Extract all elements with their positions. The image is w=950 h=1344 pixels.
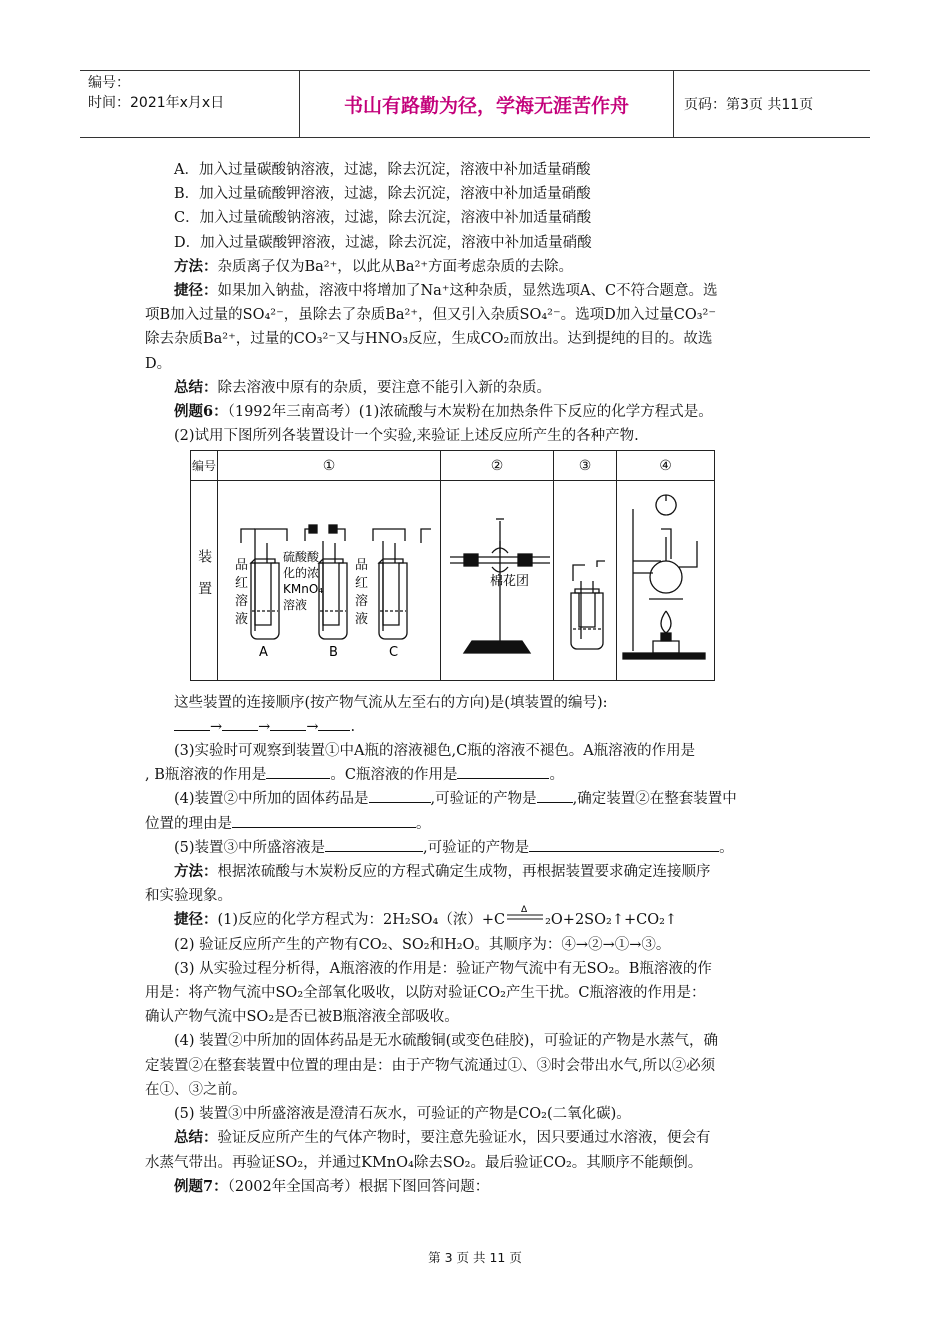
ex6-q2: (2)试用下图所列各装置设计一个实验,来验证上述反应所产生的各种产物.: [174, 428, 639, 445]
option-b: B．加入过量硫酸钾溶液，过滤，除去沉淀，溶液中补加适量硝酸: [174, 186, 591, 203]
svg-text:KMnO₄: KMnO₄: [283, 582, 324, 597]
row-label: 装置: [191, 481, 218, 680]
answer-blank[interactable]: [325, 837, 423, 852]
ex6-summary-line2: 水蒸气带出。再验证SO₂，并通过KMnO₄除去SO₂。最后验证CO₂。其顺序不能颠倒。: [145, 1154, 703, 1171]
header-page-label: 页码：第3页 共11页: [684, 97, 814, 113]
ex5-shortcut: [145, 279, 808, 303]
ex5-summary: [145, 376, 808, 400]
svg-text:Δ: Δ: [521, 905, 528, 916]
apparatus-1: [218, 481, 441, 680]
label-pinhong-2: 品: [355, 558, 369, 574]
ex7-q: 例题7：（2002年全国高考）根据下图回答问题：: [174, 1177, 490, 1195]
ex6-answer-5: (5) 装置③中所盛溶液是澄清石灰水，可验证的产物是CO₂(二氧化碳)。: [174, 1106, 631, 1123]
bottle-diagram: [555, 481, 615, 671]
ex5-shortcut-line4: D。: [145, 355, 172, 372]
ex6-answer-4-line3: 在①、③之前。: [145, 1081, 247, 1098]
document-body: [145, 158, 808, 1199]
answer-blank[interactable]: [222, 716, 258, 731]
method-label: 方法：: [174, 257, 218, 275]
answer-blank[interactable]: [457, 764, 549, 779]
apparatus-4: [617, 481, 715, 680]
option-c: C．加入过量硫酸钠溶液，过滤，除去沉淀，溶液中补加适量硝酸: [174, 210, 592, 227]
ex6-answer-4-line1: (4) 装置②中所加的固体药品是无水硫酸铜(或变色硅胶)，可验证的产物是水蒸气，确: [174, 1033, 718, 1050]
ex5-method-text: 杂质离子仅为Ba²⁺，以此从Ba²⁺方面考虑杂质的去除。: [217, 258, 574, 275]
ex6-answer-4-line2: 定装置②在整套装置中位置的理由是：由于产物气流通过①、③时会带出水气,所以②必须: [145, 1057, 716, 1074]
apparatus-2: [441, 481, 554, 680]
ex6-q3-line2: , B瓶溶液的作用是 。C瓶溶液的作用是 。: [145, 763, 808, 787]
svg-text:液: 液: [235, 612, 249, 628]
svg-text:溶液: 溶液: [283, 598, 308, 613]
option-d: D．加入过量碳酸钾溶液，过滤，除去沉淀，溶液中补加适量硝酸: [174, 234, 592, 251]
gas-washing-bottles-diagram: [219, 481, 439, 671]
time-label: 时间：2021年x月x日: [88, 95, 225, 111]
label-c: C: [389, 645, 399, 661]
ex6-method: 方法：根据浓硫酸与木炭粉反应的方程式确定生成物，再根据装置要求确定连接顺序: [174, 863, 711, 881]
col-1: ①: [218, 451, 441, 481]
answer-blank[interactable]: [266, 764, 330, 779]
ex6-q5: (5)装置③中所盛溶液是 ,可验证的产物是 。: [145, 836, 808, 860]
svg-text:溶: 溶: [235, 594, 249, 610]
heat-equals-sign: [505, 905, 545, 924]
answer-blank[interactable]: [369, 788, 431, 803]
ex6-method-line2: 和实验现象。: [145, 888, 232, 905]
col-4: ④: [617, 451, 715, 481]
ex6-answer-3-line3: 确认产物气流中SO₂是否已被B瓶溶液全部吸收。: [145, 1009, 459, 1026]
ex6-summary: 总结：验证反应所产生的气体产物时，要注意先验证水，因只要通过水溶液，便会有: [174, 1129, 711, 1147]
ex6-answer-3-line2: 用是：将产物气流中SO₂全部氧化吸收，以防对验证CO₂产生干扰。C瓶溶液的作用是：: [145, 985, 706, 1002]
drying-tube-diagram: [442, 481, 552, 671]
col-2: ②: [441, 451, 554, 481]
answer-blank[interactable]: [232, 813, 416, 828]
page-footer: 第 3 页 共 11 页: [428, 1250, 522, 1265]
label-b: B: [329, 645, 338, 661]
svg-text:化的浓: 化的浓: [283, 566, 320, 581]
ex6-shortcut-eq: 捷径：(1)反应的化学方程式为：2H₂SO₄（浓）+C Δ ₂O+2SO₂↑+CO₂↑: [174, 905, 678, 929]
svg-text:液: 液: [355, 612, 369, 628]
shortcut-label: 捷径：: [174, 282, 218, 300]
ex5-shortcut-line2: 项B加入过量的SO₄²⁻，虽除去了杂质Ba²⁺，但又引入杂质SO₄²⁻。选项D加入过量CO₃²⁻: [145, 307, 717, 324]
col-header: 编号: [191, 451, 218, 481]
summary-label: 总结：: [174, 378, 218, 396]
ex5-shortcut-line3: 除去杂质Ba²⁺，过量的CO₃²⁻又与HNO₃反应，生成CO₂而放出。达到提纯的目的。故选: [145, 331, 713, 348]
answer-blank[interactable]: [529, 837, 719, 852]
svg-text:红: 红: [355, 576, 369, 592]
number-label: 编号：: [88, 75, 130, 91]
ex5-shortcut-line1: 如果加入钠盐，溶液中将增加了Na⁺这种杂质，显然选项A、C不符合题意。选: [217, 283, 718, 300]
apparatus-table: [190, 450, 715, 680]
ex5-method: [145, 255, 808, 279]
label-pinhong-1: 品: [235, 558, 249, 574]
label-kmno4: 硫酸酸: [283, 550, 320, 565]
ex6-answer-2: (2) 验证反应所产生的产物有CO₂、SO₂和H₂O。其顺序为：④→②→①→③。: [174, 936, 671, 953]
col-3: ③: [554, 451, 617, 481]
answer-blank[interactable]: [174, 716, 210, 731]
ex7-label: 例题7：: [174, 1177, 228, 1195]
ex6-answer-3-line1: (3) 从实验过程分析得，A瓶溶液的作用是：验证产物气流中有无SO₂。B瓶溶液的作: [174, 960, 712, 977]
ex6-q4-line1: (4)装置②中所加的固体药品是 ,可验证的产物是 ,确定装置②在整套装置中: [145, 787, 808, 811]
ex5-summary-text: 除去溶液中原有的杂质，要注意不能引入新的杂质。: [217, 379, 551, 396]
header-motto: 书山有路勤为径，学海无涯苦作舟: [300, 71, 674, 137]
flask-burner-diagram: [621, 481, 711, 671]
ex6-q1: [145, 400, 808, 424]
order-blanks: → → → .: [145, 715, 808, 739]
header-meta: [80, 71, 300, 137]
answer-blank[interactable]: [537, 788, 573, 803]
svg-text:溶: 溶: [355, 594, 369, 610]
apparatus-3: [554, 481, 617, 680]
page-header: [80, 70, 870, 138]
answer-blank[interactable]: [318, 716, 350, 731]
svg-text:红: 红: [235, 576, 249, 592]
answer-blank[interactable]: [270, 716, 306, 731]
ex6-label: 例题6：: [174, 403, 228, 421]
ex6-q4-line2: 位置的理由是 。: [145, 812, 808, 836]
ex6-q3-line1: (3)实验时可观察到装置①中A瓶的溶液褪色,C瓶的溶液不褪色。A瓶溶液的作用是: [174, 743, 696, 760]
label-a: A: [259, 645, 268, 661]
ex6-q2-order: 这些装置的连接顺序(按产物气流从左至右的方向)是(填装置的编号):: [174, 694, 608, 711]
ex6-q1-text: （1992年三南高考）(1)浓硫酸与木炭粉在加热条件下反应的化学方程式是。: [227, 404, 713, 421]
option-a: A．加入过量碳酸钠溶液，过滤，除去沉淀，溶液中补加适量硝酸: [174, 162, 591, 178]
label-cotton: 棉花团: [490, 574, 530, 590]
